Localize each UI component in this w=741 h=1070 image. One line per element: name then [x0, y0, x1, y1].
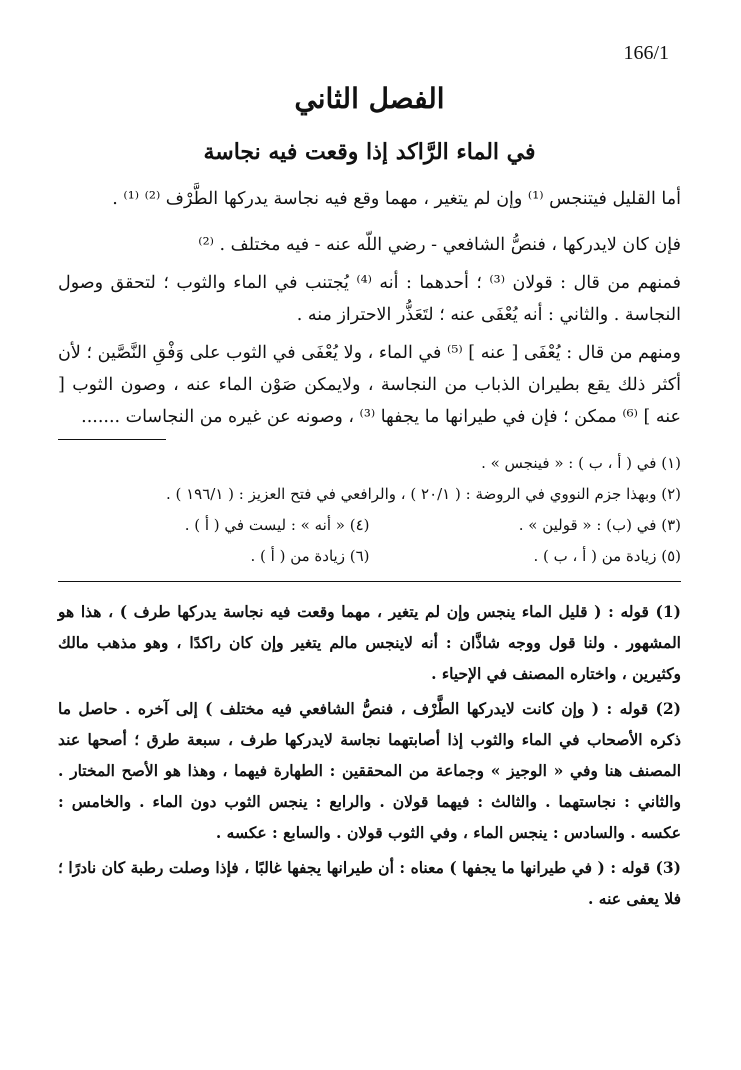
paragraph: فمنهم من قال : قولان ⁽³⁾ ؛ أحدهما : أنه ⁽⁴⁾ يُجتنب في الماء والثوب ؛ لتحقق وصول النجاسة . والثاني : أنه يُعْفَى عنه ؛ لتَعَذُّر الاحتراز منه . — [58, 273, 681, 325]
paragraph: أما القليل فيتنجس ⁽¹⁾ وإن لم يتغير ، مهما وقع فيه نجاسة يدركها الطَّرْف ⁽²⁾ ⁽¹⁾ . — [112, 189, 681, 209]
page-number: 166/1 — [623, 42, 669, 64]
main-text — [58, 183, 681, 433]
page-content — [58, 82, 681, 918]
commentary-note: (2) قوله : ( وإن كانت لايدركها الطَّرْف ، فنصُّ الشافعي فيه مختلف ) إلى آخره . حاصل ما ذكره الأصحاب في الماء والثوب إذا أصابتهما نجاسة لايدركها طرف ، سبعة طرق ؛ أصحها عند المصنف هنا وفي « الوجيز » وجماعة من المحققين : الطهارة فيهما ، وهذا هو الأصح المختار . والثاني : نجاستهما . والثالث : فيهما قولان . والرابع : ينجس الثوب دون الماء . والخامس : عكسه . والسادس : ينجس الماء ، وفي الثوب قولان . والسابع : عكسه . — [58, 699, 682, 842]
section-title: في الماء الرَّاكد إذا وقعت فيه نجاسة — [203, 139, 536, 165]
commentary-divider — [58, 581, 681, 582]
paragraph: فإن كان لايدركها ، فنصُّ الشافعي - رضي اللّه عنه - فيه مختلف . ⁽²⁾ — [198, 235, 681, 255]
commentary-note: (3) قوله : ( في طيرانها ما يجفها ) معناه : أن طيرانها يجفها غالبًا ، فإذا وصلت رطبة كان نادرًا ؛ فلا يعفى عنه . — [58, 858, 681, 908]
commentary — [58, 596, 681, 914]
footnote: (٢) وبهذا جزم النووي في الروضة : ( ٢٠/١ ) ، والرافعي في فتح العزيز : ( ١٩٦/١ ) . — [165, 485, 681, 503]
footnote: (٦) زيادة من ( أ ) . — [250, 547, 370, 565]
footnote: (٤) « أنه » : ليست في ( أ ) . — [184, 516, 370, 534]
footnote: (٣) في (ب) : « قولين » . — [518, 516, 681, 534]
commentary-note: (1) قوله : ( قليل الماء ينجس وإن لم يتغير ، مهما وقعت فيه نجاسة يدركها طرف ) ، هذا هو المشهور . ولنا قول ووجه شاذَّان : أنه لاينجس مالم يتغير وإن كان راكدًا ، وهو مذهب مالك وكثيرين ، واختاره المصنف في الإحياء . — [58, 602, 681, 683]
chapter-title: الفصل الثاني — [294, 82, 445, 115]
footnote-divider — [58, 439, 166, 440]
footnote: (١) في ( أ ، ب ) : « فينجس » . — [481, 454, 681, 472]
paragraph: ومنهم من قال : يُعْفَى [ عنه ] ⁽⁵⁾ في الماء ، ولا يُعْفَى في الثوب على وَفْقِ النَّصَّين ؛ لأن أكثر ذلك يقع بطيران الذباب من النجاسة ، ولايمكن صَوْن الماء عنه ، وصون الثوب [ عنه ] ⁽⁶⁾ ممكن ؛ فإن في طيرانها ما يجفها ⁽³⁾ ، وصونه عن غيره من النجاسات ....... — [58, 343, 682, 427]
footnotes — [58, 452, 681, 567]
footnote: (٥) زيادة من ( أ ، ب ) . — [533, 547, 681, 565]
footnote-row — [58, 514, 681, 536]
footnote-row — [58, 545, 681, 567]
